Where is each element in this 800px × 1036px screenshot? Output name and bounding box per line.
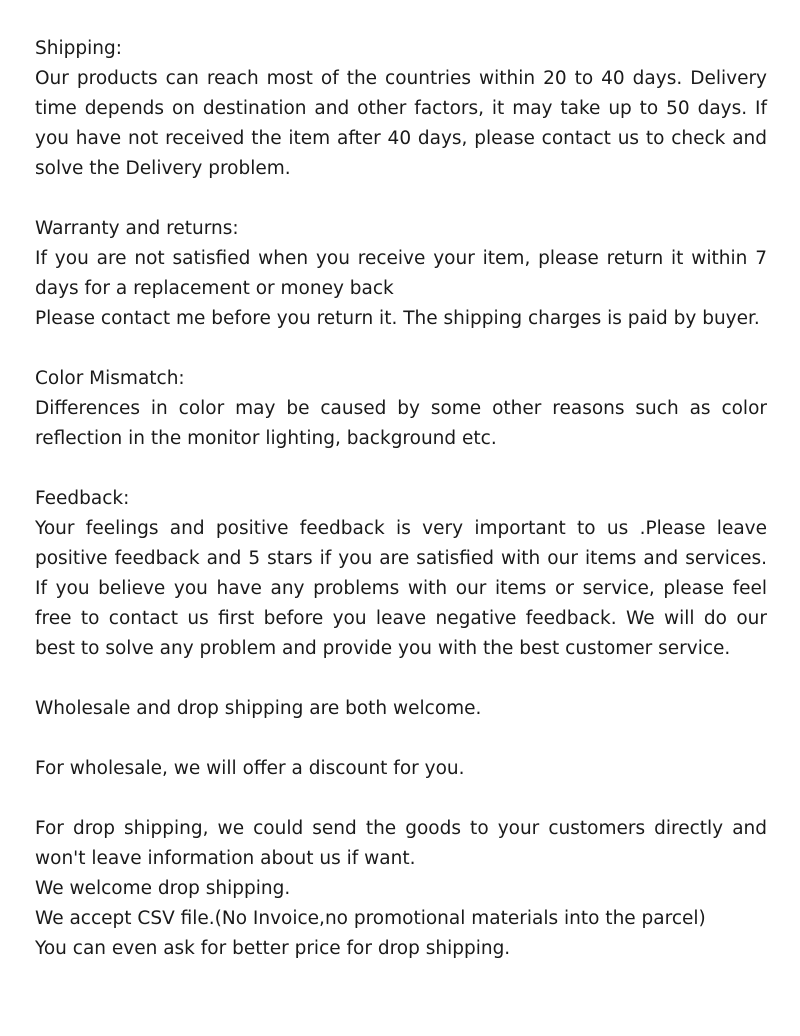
- wholesale-welcome-text: Wholesale and drop shipping are both welcome.: [35, 698, 482, 719]
- wholesale-welcome-section: [35, 694, 767, 724]
- color-mismatch-section: [35, 364, 767, 454]
- feedback-heading: Feedback:: [35, 488, 130, 509]
- drop-shipping-welcome: We welcome drop shipping.: [35, 878, 291, 899]
- warranty-heading: Warranty and returns:: [35, 218, 239, 239]
- drop-shipping-section: [35, 814, 767, 964]
- feedback-section: [35, 484, 767, 664]
- color-mismatch-heading: Color Mismatch:: [35, 368, 185, 389]
- color-mismatch-body: Differences in color may be caused by some other reasons such as color reflection in the monitor lighting, background etc.: [35, 398, 767, 449]
- drop-shipping-intro: For drop shipping, we could send the goods to your customers directly and won't leave information about us if want.: [35, 818, 767, 869]
- feedback-body: Your feelings and positive feedback is very important to us .Please leave positive feedback and 5 stars if you are satisfied with our items and services. If you believe you have any problems with our items or service, please feel free to contact us first before you leave negative feedback. We will do our best to solve any problem and provide you with the best customer service.: [35, 518, 767, 659]
- warranty-section: [35, 214, 767, 334]
- warranty-contact-text: Please contact me before you return it. The shipping charges is paid by buyer.: [35, 308, 760, 329]
- drop-shipping-price: You can even ask for better price for drop shipping.: [35, 938, 511, 959]
- drop-shipping-csv: We accept CSV file.(No Invoice,no promotional materials into the parcel): [35, 908, 706, 929]
- wholesale-discount-text: For wholesale, we will offer a discount for you.: [35, 758, 465, 779]
- shipping-body: Our products can reach most of the countries within 20 to 40 days. Delivery time depends on destination and other factors, it may take up to 50 days. If you have not received the item after 40 days, please contact us to check and solve the Delivery problem.: [35, 68, 767, 179]
- shipping-heading: Shipping:: [35, 38, 122, 59]
- shipping-section: [35, 34, 767, 184]
- wholesale-discount-section: [35, 754, 767, 784]
- warranty-return-text: If you are not satisfied when you receive your item, please return it within 7 days for a replacement or money back: [35, 248, 767, 299]
